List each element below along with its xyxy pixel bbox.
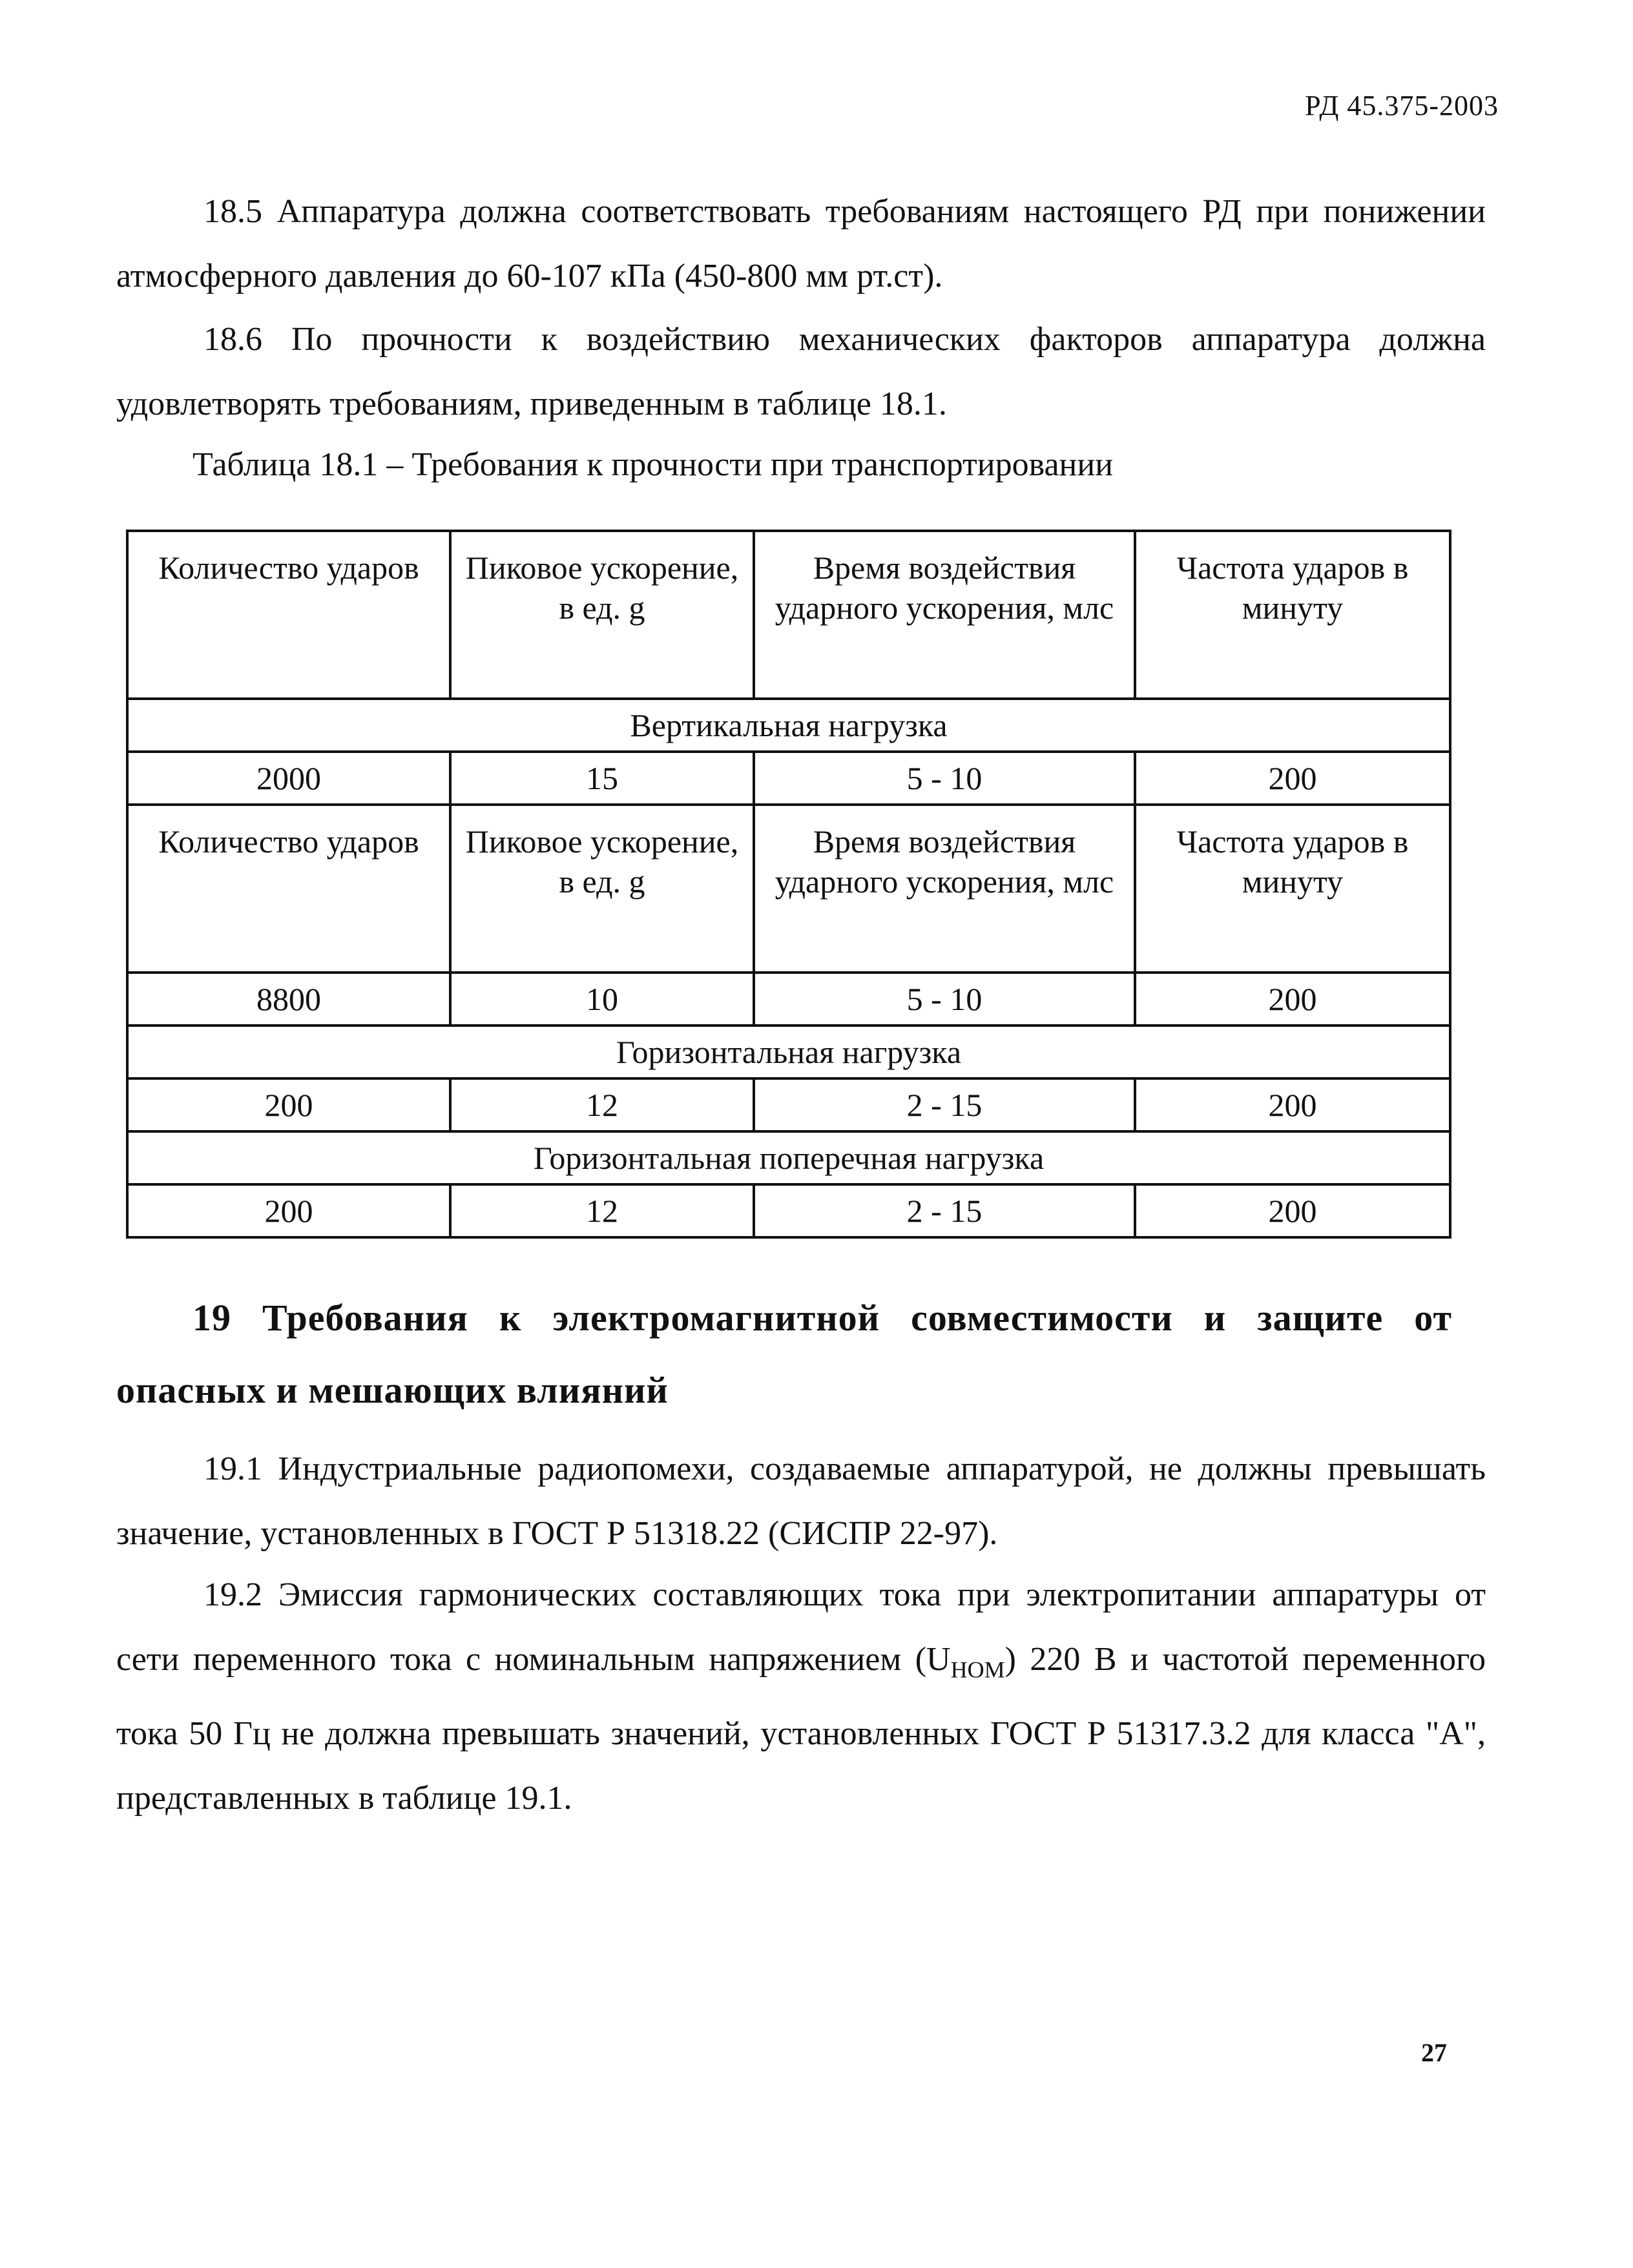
- table-row: [127, 752, 1450, 805]
- paragraph-19-1: 19.1 Индустриальные радиопомехи, создаваемые аппаратурой, не должны превышать значение, установленных в ГОСТ Р 51318.22 (СИСПР 22-97).: [116, 1450, 1486, 1552]
- group-label-horizontal: Горизонтальная нагрузка: [127, 1026, 1450, 1078]
- table-cell: 200: [1135, 752, 1450, 805]
- strength-requirements-table: [126, 530, 1451, 1239]
- table-cell: 200: [127, 1184, 450, 1237]
- header-cell: Время воздействия ударного ускорения, млс: [754, 805, 1135, 973]
- table-cell: 200: [1135, 1184, 1450, 1237]
- paragraph-19-2-part-b: ) 220 В и частотой переменного тока 50 Гц не должна превышать значений, установленных ГОСТ Р 51317.3.2 для класса "А", представленных в таблице 19.1.: [116, 1641, 1486, 1817]
- table-header-row: [127, 531, 1450, 699]
- paragraph-19-2: [116, 1563, 1486, 1831]
- table-group-row: [127, 1026, 1450, 1078]
- table-caption: Таблица 18.1 – Требования к прочности при транспортировании: [192, 446, 1114, 483]
- paragraph-18-6: 18.6 По прочности к воздействию механических факторов аппаратура должна удовлетворять требованиям, приведенным в таблице 18.1.: [116, 321, 1486, 422]
- table-cell: 200: [1135, 973, 1450, 1026]
- table-cell: 8800: [127, 973, 450, 1026]
- group-label-transverse: Горизонтальная поперечная нагрузка: [127, 1131, 1450, 1184]
- header-cell: Пиковое ускорение, в ед. g: [450, 531, 754, 699]
- table-row: [127, 973, 1450, 1026]
- table-row: [127, 1078, 1450, 1131]
- header-cell: Время воздействия ударного ускорения, млс: [754, 531, 1135, 699]
- table-cell: 2 - 15: [754, 1078, 1135, 1131]
- paragraph-18-5: 18.5 Аппаратура должна соответствовать требованиям настоящего РД при понижении атмосферного давления до 60-107 кПа (450-800 мм рт.ст).: [116, 193, 1486, 294]
- table-cell: 5 - 10: [754, 752, 1135, 805]
- document-code: РД 45.375-2003: [1305, 90, 1499, 121]
- table-cell: 12: [450, 1078, 754, 1131]
- group-label-vertical: Вертикальная нагрузка: [127, 699, 1450, 752]
- table-cell: 10: [450, 973, 754, 1026]
- table-row: [127, 1184, 1450, 1237]
- table-group-row: [127, 1131, 1450, 1184]
- table-cell: 200: [1135, 1078, 1450, 1131]
- table-cell: 2 - 15: [754, 1184, 1135, 1237]
- header-cell: Количество ударов: [127, 805, 450, 973]
- section-19-title: 19 Требования к электромагнитной совместимости и защите от опасных и мешающих влияний: [116, 1297, 1452, 1411]
- voltage-subscript: НОМ: [950, 1656, 1005, 1683]
- header-cell: Частота ударов в минуту: [1135, 531, 1450, 699]
- header-cell: Частота ударов в минуту: [1135, 805, 1450, 973]
- header-cell: Пиковое ускорение, в ед. g: [450, 805, 754, 973]
- table-cell: 12: [450, 1184, 754, 1237]
- page-number: 27: [1421, 2038, 1447, 2067]
- table-cell: 2000: [127, 752, 450, 805]
- table-cell: 15: [450, 752, 754, 805]
- header-cell: Количество ударов: [127, 531, 450, 699]
- table-header-row: [127, 805, 1450, 973]
- table-cell: 5 - 10: [754, 973, 1135, 1026]
- table-group-row: [127, 699, 1450, 752]
- paragraph-19-2-part-a: 19.2 Эмиссия гармонических составляющих тока при электропитании аппаратуры от сети переменного тока с номинальным напряжением (U: [116, 1576, 1486, 1678]
- table-cell: 200: [127, 1078, 450, 1131]
